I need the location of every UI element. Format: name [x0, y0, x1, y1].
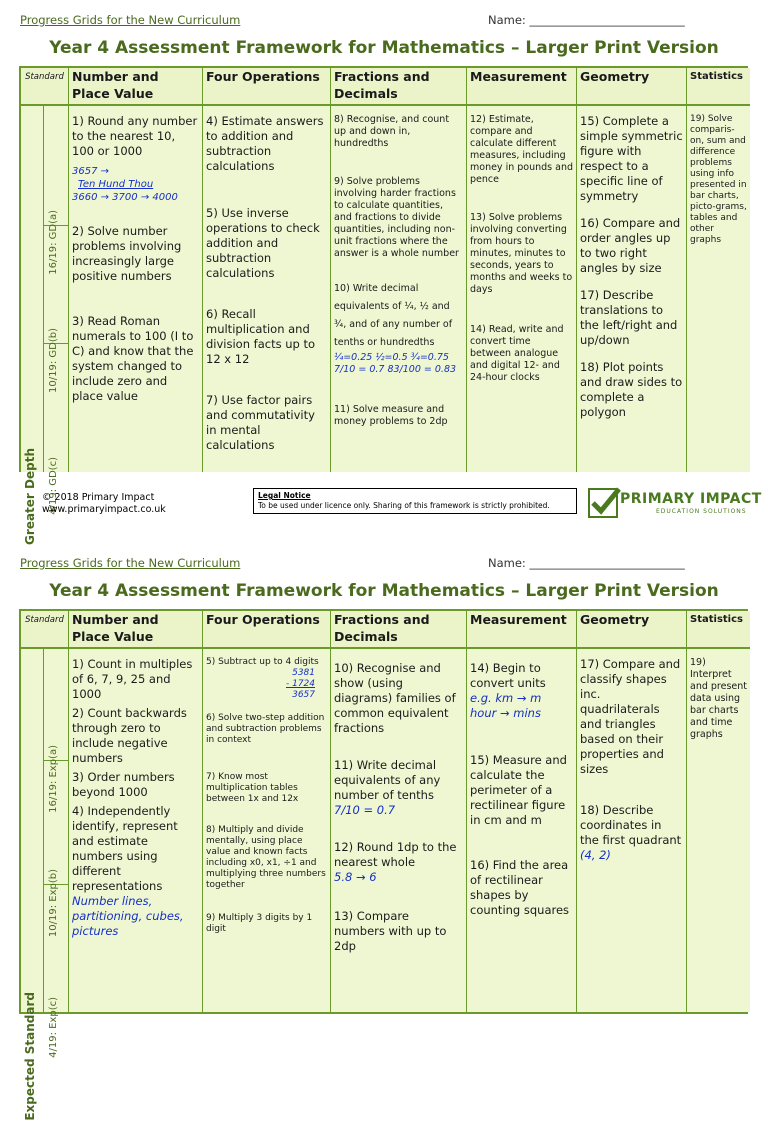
objective-8: 8) Multiply and divide mentally, using place value and known facts including x0, x1, ÷1 and multiplying three numbers together [206, 825, 326, 890]
number-cell [69, 649, 203, 1012]
objective-19: 19) Solve comparis-on, sum and difference problems using info presented in bar charts, picto-grams, tables and other graphs [690, 114, 747, 245]
header-measurement: Measurement [467, 68, 577, 106]
operations-cell [203, 106, 331, 472]
example-12: 5.8 → 6 [334, 870, 377, 884]
objective-9: 9) Multiply 3 digits by 1 digit [206, 913, 313, 934]
objective-5: 5) Subtract up to 4 digits [206, 657, 319, 667]
example-10a: ¼=0.25 ½=0.5 ¾=0.75 [334, 352, 449, 363]
sub-band-a: 16/19: Exp(a) [43, 649, 68, 761]
example-11: 7/10 = 0.7 [334, 803, 396, 817]
checkmark-icon [588, 488, 618, 518]
legal-heading: Legal Notice [258, 491, 311, 500]
measurement-cell [467, 649, 577, 1012]
operations-cell [203, 649, 331, 1012]
header-statistics: Statistics [687, 68, 750, 106]
page1-title: Year 4 Assessment Framework for Mathematics – Larger Print Version [49, 38, 719, 58]
standard-column [21, 106, 69, 545]
header-standard: Standard [21, 68, 69, 106]
header-measurement: Measurement [467, 611, 577, 649]
objective-12: 12) Round 1dp to the nearest whole [334, 840, 457, 869]
name-field-label: Name: ___________________________ [488, 13, 685, 27]
objective-7: 7) Use factor pairs and commutativity in mental calculations [206, 393, 315, 452]
example-1b: Ten Hund Thou [78, 179, 154, 190]
example-5b: - 1724 [285, 679, 315, 689]
objective-4: 4) Independently identify, represent and estimate numbers using different representations [72, 804, 178, 893]
header-fractions: Fractions and Decimals [331, 611, 467, 649]
page2-framework-table [19, 609, 748, 1121]
objective-7: 7) Know most multiplication tables between 1x and 12x [206, 772, 299, 804]
objective-14: 14) Begin to convert units [470, 661, 546, 690]
standard-column [21, 649, 69, 1121]
statistics-cell [687, 106, 750, 472]
example-5c: 3657 [292, 690, 315, 700]
objective-10: 10) Recognise and show (using diagrams) families of common equivalent fractions [334, 661, 456, 735]
objective-1: 1) Count in multiples of 6, 7, 9, 25 and 1000 [72, 657, 193, 701]
page1-header-bar [20, 13, 750, 27]
objective-16: 16) Find the area of rectilinear shapes by counting squares [470, 858, 570, 917]
example-14b: hour → mins [470, 706, 541, 720]
objective-10: 10) Write decimal equivalents of ¼, ½ and ¾, and of any number of tenths or hundredths [334, 283, 453, 348]
statistics-cell [687, 649, 750, 1012]
sub-band-b: 10/19: GD(b) [43, 226, 68, 344]
website-link[interactable]: www.primaryimpact.co.uk [42, 504, 166, 515]
objective-6: 6) Recall multiplication and division facts up to 12 x 12 [206, 307, 316, 366]
logo-tagline: EDUCATION SOLUTIONS [656, 508, 747, 515]
standard-label: Expected Standard [23, 992, 37, 1121]
objective-13: 13) Solve problems involving converting from hours to minutes, minutes to seconds, years to months and weeks to days [470, 212, 573, 295]
series-title: Progress Grids for the New Curriculum [20, 556, 241, 570]
sub-band-c: 4/19: GD(c) [43, 344, 68, 472]
example-14a: e.g. km → m [470, 691, 542, 705]
objective-11: 11) Solve measure and money problems to 2dp [334, 404, 448, 427]
objective-17: 17) Describe translations to the left/right and up/down [580, 288, 678, 347]
objective-3: 3) Read Roman numerals to 100 (I to C) and know that the system changed to include zero and place value [72, 314, 194, 403]
header-operations: Four Operations [203, 68, 331, 106]
example-1c: 3660 → 3700 → 4000 [72, 192, 178, 203]
header-operations: Four Operations [203, 611, 331, 649]
primary-impact-logo [588, 488, 768, 522]
objective-2: 2) Solve number problems involving increasingly large positive numbers [72, 224, 182, 283]
example-1a: 3657 → [72, 166, 110, 177]
sub-band-b: 10/19: Exp(b) [43, 761, 68, 885]
objective-11: 11) Write decimal equivalents of any number of tenths [334, 758, 441, 802]
objective-15: 15) Measure and calculate the perimeter of a rectilinear figure in cm and m [470, 753, 567, 827]
header-standard: Standard [21, 611, 69, 649]
header-statistics: Statistics [687, 611, 750, 649]
legal-notice-box [253, 488, 577, 514]
fractions-cell [331, 649, 467, 1012]
header-geometry: Geometry [577, 68, 687, 106]
page2-header-bar [20, 556, 750, 570]
objective-17: 17) Compare and classify shapes inc. quadrilaterals and triangles based on their properties and sizes [580, 657, 681, 776]
example-5a: 5381 [292, 668, 315, 678]
objective-18: 18) Plot points and draw sides to complete a polygon [580, 360, 683, 419]
header-fractions: Fractions and Decimals [331, 68, 467, 106]
objective-6: 6) Solve two-step addition and subtraction problems in context [206, 713, 325, 745]
geometry-cell [577, 649, 687, 1012]
logo-wordmark: PRIMARY IMPACT [620, 491, 762, 507]
header-number: Number and Place Value [69, 68, 203, 106]
name-field-label: Name: ___________________________ [488, 556, 685, 570]
page1-footer [0, 488, 768, 528]
legal-text: To be used under licence only. Sharing of this framework is strictly prohibited. [258, 501, 550, 510]
page2-title: Year 4 Assessment Framework for Mathematics – Larger Print Version [49, 581, 719, 601]
copyright-text: © 2018 Primary Impact [42, 492, 155, 503]
measurement-cell [467, 106, 577, 472]
objective-13: 13) Compare numbers with up to 2dp [334, 909, 447, 953]
example-10b: 7/10 = 0.7 83/100 = 0.83 [334, 364, 457, 375]
objective-3: 3) Order numbers beyond 1000 [72, 770, 175, 799]
standard-label: Greater Depth [23, 448, 37, 545]
objective-2: 2) Count backwards through zero to include negative numbers [72, 706, 187, 765]
header-geometry: Geometry [577, 611, 687, 649]
fractions-cell [331, 106, 467, 472]
sub-band-a: 16/19: GD(a) [43, 106, 68, 226]
objective-12: 12) Estimate, compare and calculate different measures, including money in pounds and pence [470, 114, 574, 185]
objective-8: 8) Recognise, and count up and down in, hundredths [334, 114, 450, 149]
objective-15: 15) Complete a simple symmetric figure with respect to a specific line of symmetry [580, 114, 683, 203]
geometry-cell [577, 106, 687, 472]
objective-4: 4) Estimate answers to addition and subtraction calculations [206, 114, 324, 173]
example-4: Number lines, partitioning, cubes, pictures [72, 894, 184, 938]
sub-band-c: 4/19: Exp(c) [43, 885, 68, 1012]
series-title: Progress Grids for the New Curriculum [20, 13, 241, 27]
objective-1: 1) Round any number to the nearest 10, 100 or 1000 [72, 114, 198, 158]
objective-19: 19) Interpret and present data using bar charts and time graphs [690, 657, 748, 740]
objective-14: 14) Read, write and convert time between analogue and digital 12- and 24-hour clocks [470, 324, 564, 383]
copyright-block [42, 492, 166, 516]
objective-5: 5) Use inverse operations to check addition and subtraction calculations [206, 206, 320, 280]
number-cell [69, 106, 203, 472]
header-number: Number and Place Value [69, 611, 203, 649]
objective-18: 18) Describe coordinates in the first quadrant [580, 803, 682, 847]
objective-16: 16) Compare and order angles up to two right angles by size [580, 216, 681, 275]
objective-9: 9) Solve problems involving harder fractions to calculate quantities, and fractions to divide quantities, including non-unit fractions where the answer is a whole number [334, 176, 459, 259]
example-18: (4, 2) [580, 848, 611, 862]
